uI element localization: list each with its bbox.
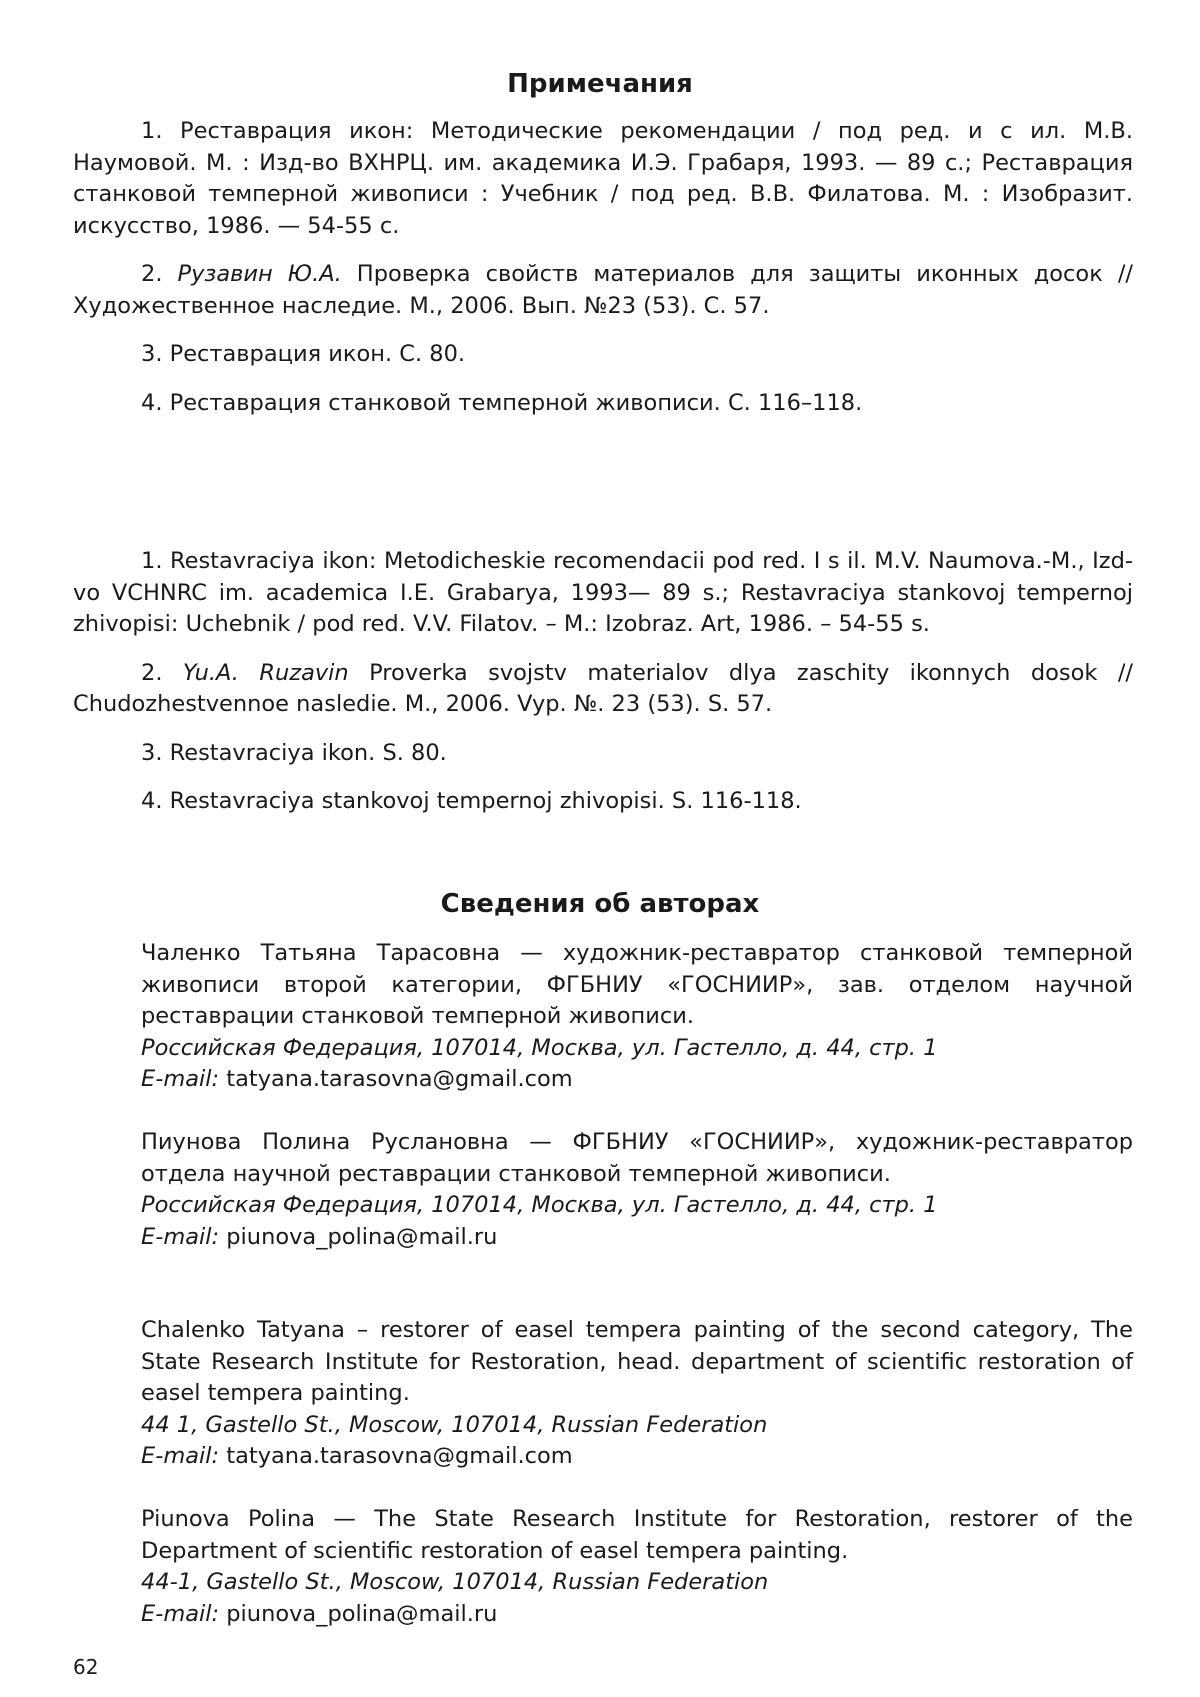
note-number: 3. <box>141 341 163 367</box>
author-email <box>141 1064 1133 1096</box>
note-text: Restavraciya stankovoj tempernoj zhivopisi. S. 116-118. <box>162 788 802 814</box>
author-email <box>141 1599 1133 1631</box>
author-address: Российская Федерация, 107014, Москва, ул. Гастелло, д. 44, стр. 1 <box>141 1192 938 1218</box>
email-address: tatyana.tarasovna@gmail.com <box>219 1443 573 1469</box>
notes-russian <box>73 116 1133 419</box>
note-text: Реставрация икон. С. 80. <box>162 341 466 367</box>
note-number: 4. <box>141 788 163 814</box>
author-address: Российская Федерация, 107014, Москва, ул. Гастелло, д. 44, стр. 1 <box>141 1034 938 1061</box>
note-text: Restavraciya ikon: Metodicheskie recomendacii pod red. I s il. M.V. Naumova.-M., Izd-vo VCHNRC im. academica I.E. Grabarya, 1993— 89 s.; Restavraciya stankovoj tempernoj zhivopisi: Uchebnik / pod red. V.V. Filatov. – M.: Izobraz. Art, 1986. – 54-55 s. <box>73 548 1133 637</box>
author-address: 44 1, Gastello St., Moscow, 107014, Russian Federation <box>141 1411 768 1438</box>
authors-heading: Сведения об авторах <box>440 889 760 919</box>
author-entry-2 <box>141 1127 1133 1253</box>
author-description: Piunova Polina — The State Research Institute for Restoration, restorer of the Department of scientific restoration of easel tempera painting. <box>141 1506 1133 1564</box>
note-en-4 <box>73 786 1133 818</box>
note-ru-4 <box>73 388 1133 420</box>
note-text: Проверка свойств материалов для защиты иконных досок // Художественное наследие. М., 2006. Вып. №23 (53). С. 57. <box>73 261 1133 319</box>
email-label: E-mail: <box>141 1223 220 1250</box>
note-number: 3. <box>141 739 163 766</box>
note-text: Restavraciya ikon. S. 80. <box>162 739 447 766</box>
author-email <box>141 1441 1133 1473</box>
note-ru-1 <box>73 116 1133 242</box>
author-entry-3 <box>141 1315 1133 1473</box>
email-label: E-mail: <box>141 1443 220 1469</box>
note-text: Реставрация станковой темперной живописи. С. 116–118. <box>162 389 863 416</box>
note-text: Proverka svojstv materialov dlya zaschity ikonnych dosok // Chudozhestvennoe nasledie. M., 2006. Vyp. №. 23 (53). S. 57. <box>73 659 1133 717</box>
note-author: Рузавин Ю.А. <box>162 261 342 287</box>
author-description: Пиунова Полина Руслановна — ФГБНИУ «ГОСНИИР», художник-реставратор отдела научной реставрации станковой темперной живописи. <box>141 1129 1133 1187</box>
email-label: E-mail: <box>141 1066 220 1092</box>
note-ru-2 <box>73 259 1133 322</box>
note-en-2 <box>73 658 1133 721</box>
author-entry-1 <box>141 938 1133 1096</box>
email-label: E-mail: <box>141 1600 220 1627</box>
note-ru-3 <box>73 339 1133 371</box>
notes-transliterated <box>73 546 1133 818</box>
email-address: piunova_polina@mail.ru <box>219 1600 498 1627</box>
author-description: Чаленко Татьяна Тарасовна — художник-реставратор станковой темперной живописи второй категории, ФГБНИУ «ГОСНИИР», зав. отделом научной реставрации станковой темперной живописи. <box>141 940 1133 1029</box>
note-number: 2. <box>141 261 163 287</box>
email-address: tatyana.tarasovna@gmail.com <box>219 1066 573 1092</box>
notes-heading: Примечания <box>507 69 693 99</box>
note-number: 1. <box>141 548 163 574</box>
author-address: 44-1, Gastello St., Moscow, 107014, Russian Federation <box>141 1569 769 1595</box>
note-author: Yu.A. Ruzavin <box>162 659 349 686</box>
author-entry-4 <box>141 1504 1133 1630</box>
note-en-1 <box>73 546 1133 641</box>
note-number: 1. <box>141 118 163 144</box>
note-number: 2. <box>141 659 163 686</box>
email-address: piunova_polina@mail.ru <box>219 1223 498 1250</box>
note-text: Реставрация икон: Методические рекомендации / под ред. и с ил. М.В. Наумовой. М. : Изд-во ВХНРЦ. им. академика И.Э. Грабаря, 1993. — 89 с.; Реставрация станковой темперной живописи : Учебник / под ред. В.В. Филатова. М. : Изобразит. искусство, 1986. — 54-55 с. <box>73 118 1133 239</box>
author-description: Chalenko Tatyana – restorer of easel tempera painting of the second category, The State Research Institute for Restoration, head. department of scientific restoration of easel tempera painting. <box>141 1317 1133 1406</box>
note-number: 4. <box>141 389 163 416</box>
note-en-3 <box>73 738 1133 770</box>
author-email <box>141 1222 1133 1254</box>
page-number: 62 <box>73 1655 99 1679</box>
